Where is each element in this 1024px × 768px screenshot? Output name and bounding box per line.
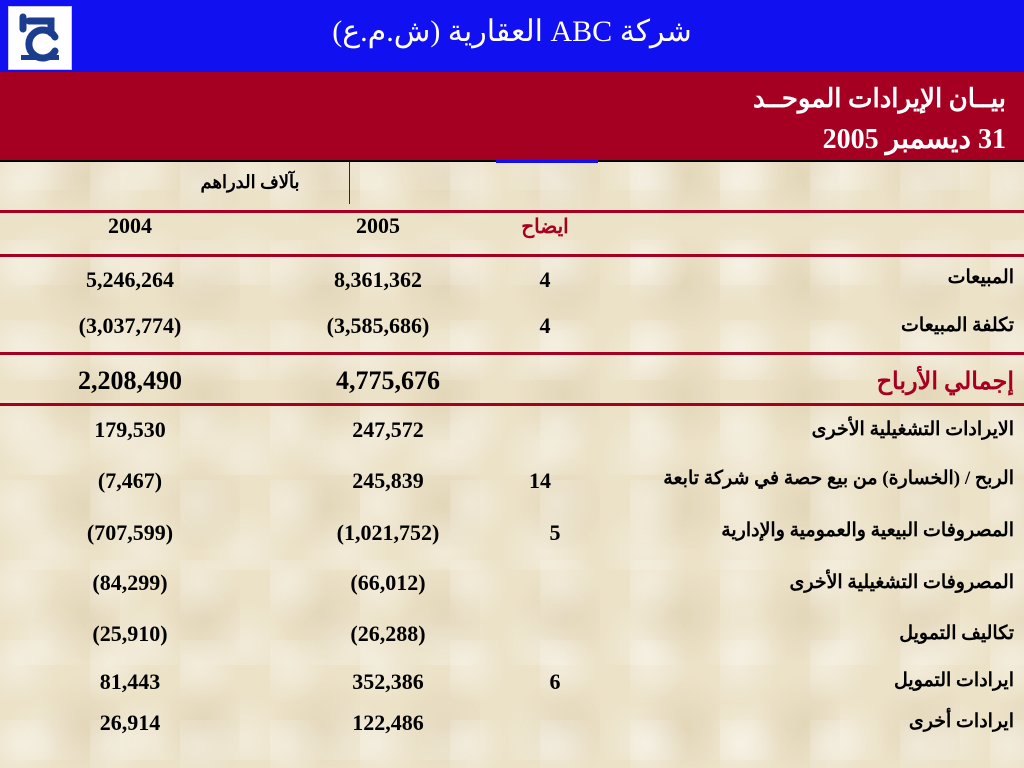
title-bar xyxy=(0,0,1024,72)
row-note-cost-of-sales: 4 xyxy=(539,313,551,338)
row-label-other-income: ايرادات أخرى xyxy=(908,711,1014,732)
row-prior-gross-profit: 2,208,490 xyxy=(78,366,182,395)
row-prior-other-operating-expenses: (84,299) xyxy=(92,570,168,595)
row-label-gain-on-subsidiary-sale: الربح / (الخسارة) من بيع حصة في شركة تابعة xyxy=(663,468,1014,489)
row-prior-finance-income: 81,443 xyxy=(99,669,161,694)
row-label-sales: المبيعات xyxy=(947,267,1014,288)
row-note-sales: 4 xyxy=(539,267,551,292)
row-current-other-income: 122,486 xyxy=(352,710,424,735)
row-label-other-operating-expenses: المصروفات التشغيلية الأخرى xyxy=(789,572,1014,593)
rule-under-headers xyxy=(0,254,1024,257)
row-prior-other-operating-income: 179,530 xyxy=(94,417,166,442)
row-current-other-operating-expenses: (66,012) xyxy=(350,570,426,595)
row-note-finance-income: 6 xyxy=(549,669,561,694)
row-label-other-operating-income: الايرادات التشغيلية الأخرى xyxy=(811,419,1014,440)
row-note-gain-on-subsidiary-sale: 14 xyxy=(529,468,551,493)
header-tab-accent xyxy=(496,160,598,163)
row-prior-sales: 5,246,264 xyxy=(86,267,174,292)
units-label: بآلاف الدراهم xyxy=(200,172,300,192)
row-note-sga-expenses: 5 xyxy=(549,520,561,545)
statement-date: 31 ديسمبر 2005 xyxy=(822,124,1006,155)
year-prior-header: 2004 xyxy=(108,213,152,238)
statement-header xyxy=(0,72,1024,162)
year-current-header: 2005 xyxy=(356,213,400,238)
row-label-cost-of-sales: تكلفة المبيعات xyxy=(901,315,1014,336)
row-current-sales: 8,361,362 xyxy=(334,267,422,292)
rule-below-gross-profit xyxy=(0,403,1024,406)
row-current-cost-of-sales: (3,585,686) xyxy=(326,313,430,338)
row-prior-sga-expenses: (707,599) xyxy=(86,520,174,545)
row-current-gain-on-subsidiary-sale: 245,839 xyxy=(352,468,424,493)
row-label-finance-costs: تكاليف التمويل xyxy=(899,623,1014,644)
statement-title: بيــان الإيرادات الموحــد xyxy=(752,84,1006,113)
row-prior-finance-costs: (25,910) xyxy=(92,621,168,646)
row-current-finance-costs: (26,288) xyxy=(350,621,426,646)
company-name: شركة ABC العقارية (ش.م.ع) xyxy=(332,15,692,48)
rule-above-gross-profit xyxy=(0,352,1024,355)
row-current-sga-expenses: (1,021,752) xyxy=(336,520,440,545)
row-prior-other-income: 26,914 xyxy=(99,710,161,735)
row-label-finance-income: ايرادات التمويل xyxy=(894,670,1014,691)
row-current-finance-income: 352,386 xyxy=(352,669,424,694)
row-label-gross-profit: إجمالي الأرباح xyxy=(876,369,1014,395)
row-prior-gain-on-subsidiary-sale: (7,467) xyxy=(97,468,163,493)
row-current-other-operating-income: 247,572 xyxy=(352,417,424,442)
row-current-gross-profit: 4,775,676 xyxy=(336,366,440,395)
row-label-sga-expenses: المصروفات البيعية والعمومية والإدارية xyxy=(721,520,1014,541)
row-prior-cost-of-sales: (3,037,774) xyxy=(78,313,182,338)
note-column-header: ايضاح xyxy=(521,216,569,238)
